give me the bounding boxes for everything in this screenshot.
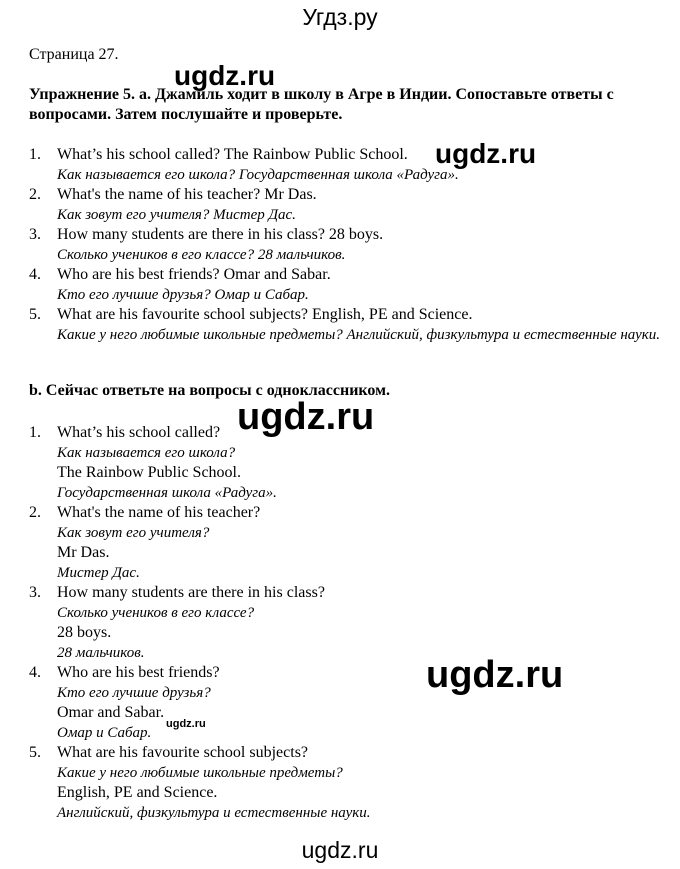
item-number: 4. (29, 664, 41, 681)
question-answer-english: What are his favourite school subjects? English, PE and Science. (57, 306, 473, 323)
item-number: 1. (29, 146, 41, 163)
question-english: How many students are there in his class? (57, 584, 325, 601)
list-item (29, 503, 669, 583)
item-number: 3. (29, 226, 41, 243)
watermark: ugdz.ru (237, 396, 375, 438)
watermark: ugdz.ru (166, 718, 206, 730)
question-answer-russian: Как называется его школа? Государственная школа «Радуга». (57, 167, 459, 183)
exercise-part-a-heading: Упражнение 5. а. Джамиль ходит в школу в Агре в Индии. Сопоставьте ответы с вопросами. Затем послушайте и проверьте. (29, 86, 614, 123)
answer-russian: Государственная школа «Радуга». (57, 485, 277, 501)
question-russian: Как называется его школа? (57, 445, 236, 461)
question-russian: Как зовут его учителя? (57, 525, 210, 541)
answer-russian: Мистер Дас. (57, 565, 140, 581)
answer-english: The Rainbow Public School. (57, 464, 241, 481)
question-answer-russian: Кто его лучшие друзья? Омар и Сабар. (57, 287, 309, 303)
list-item (29, 185, 669, 225)
question-english: Who are his best friends? (57, 664, 220, 681)
site-title: Угдз.ру (302, 4, 378, 30)
list-item (29, 743, 669, 823)
watermark: ugdz.ru (435, 138, 537, 169)
question-english: What’s his school called? (57, 424, 221, 441)
question-answer-english: What's the name of his teacher? Mr Das. (57, 186, 317, 203)
question-english: What are his favourite school subjects? (57, 744, 309, 761)
answer-english: Mr Das. (57, 544, 110, 561)
list-item (29, 305, 669, 345)
answer-english: English, PE and Science. (57, 784, 218, 801)
question-answer-english: How many students are there in his class? 28 boys. (57, 226, 384, 243)
list-item (29, 225, 669, 265)
question-russian: Кто его лучшие друзья? (57, 685, 211, 701)
item-number: 4. (29, 266, 41, 283)
exercise-part-b-heading: b. Сейчас ответьте на вопросы с одноклассником. (29, 382, 391, 399)
answer-russian: 28 мальчиков. (57, 645, 145, 661)
question-english: What's the name of his teacher? (57, 504, 261, 521)
item-number: 5. (29, 306, 41, 323)
list-item (29, 145, 669, 185)
item-number: 1. (29, 424, 41, 441)
question-answer-russian: Как зовут его учителя? Мистер Дас. (57, 207, 296, 223)
footer-watermark: ugdz.ru (301, 837, 379, 863)
question-russian: Какие у него любимые школьные предметы? (57, 765, 343, 781)
answer-english: Omar and Sabar. (57, 704, 165, 721)
answer-russian: Омар и Сабар. (57, 725, 152, 741)
part-b-list (29, 423, 669, 823)
list-item (29, 265, 669, 305)
question-russian: Сколько учеников в его классе? (57, 605, 255, 621)
page-number: Страница 27. (29, 46, 119, 63)
item-number: 2. (29, 186, 41, 203)
answer-russian: Английский, физкультура и естественные науки. (57, 805, 371, 821)
item-number: 3. (29, 584, 41, 601)
watermark: ugdz.ru (426, 654, 564, 696)
item-number: 5. (29, 744, 41, 761)
item-number: 2. (29, 504, 41, 521)
list-item (29, 663, 669, 743)
question-answer-english: What’s his school called? The Rainbow Public School. (57, 146, 408, 163)
question-answer-russian: Сколько учеников в его классе? 28 мальчиков. (57, 247, 346, 263)
answer-english: 28 boys. (57, 624, 112, 641)
list-item (29, 583, 669, 663)
watermark: ugdz.ru (174, 60, 276, 91)
question-answer-russian: Какие у него любимые школьные предметы? Английский, физкультура и естественные науки. (57, 327, 661, 343)
question-answer-english: Who are his best friends? Omar and Sabar. (57, 266, 331, 283)
part-a-list (29, 145, 669, 345)
